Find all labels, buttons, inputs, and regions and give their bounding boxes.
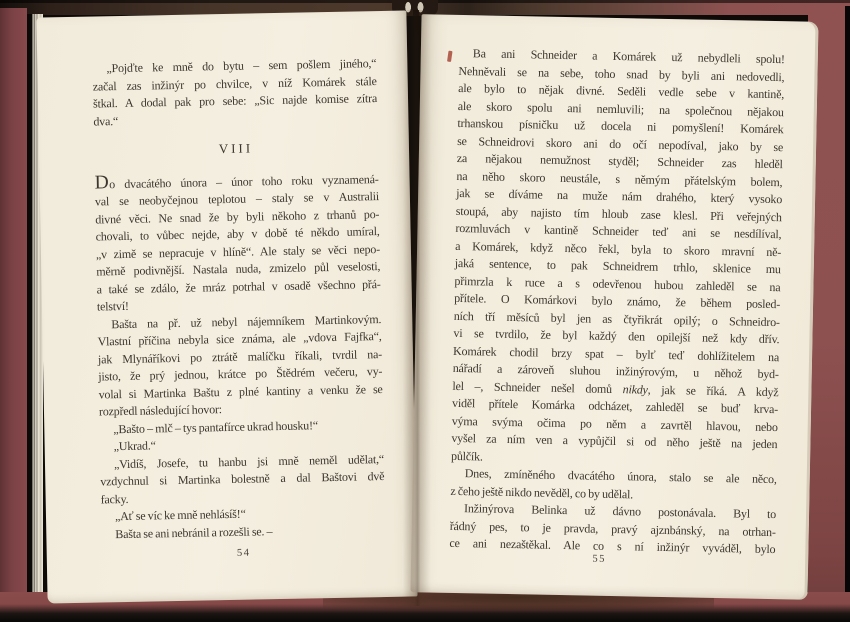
text-line: vzdychnul si Martinka bolestně a dal Baštovi dvě bbox=[100, 469, 385, 489]
text-line: val se neobyčejnou teplotou – staly se v Australii bbox=[94, 189, 380, 209]
text-line: „Bašto – mlč – tys pantafírce ukrad housku!“ bbox=[113, 417, 319, 436]
text-line: Bašta se ani nebránil a rozešli se. – bbox=[115, 523, 273, 541]
paragraph bbox=[100, 451, 385, 509]
page-number-left: 54 bbox=[236, 547, 251, 559]
right-page-text bbox=[449, 45, 785, 559]
text-line: z čeho ještě nikdo nevěděl, co by udělal. bbox=[450, 483, 634, 501]
left-page bbox=[36, 11, 417, 604]
text-line: lel –, Schneider nešel domů nikdy, jak se říká. A když bbox=[452, 378, 779, 399]
text-line: Nehněvali se na sebe, toho snad by byli ani nedovedli, bbox=[458, 63, 785, 84]
text-line: měrně podivnější. Nastala nuda, zmizelo půl veselosti, bbox=[96, 259, 381, 279]
text-line: jaká sentence, to pak Schneidrem trhlo, sklenice mu bbox=[454, 255, 781, 277]
paragraph bbox=[94, 171, 381, 316]
red-annotation-mark bbox=[447, 51, 453, 62]
text-line: a Komárek, když něco řekl, byla to skoro mravní ně- bbox=[455, 238, 782, 259]
paragraph bbox=[451, 45, 785, 471]
text-line: „Ať se víc ke mně nehlásíš!“ bbox=[114, 506, 246, 524]
text-line: za nějakou nemužnost styděl; Schneider zas hleděl bbox=[456, 150, 783, 172]
left-page-text bbox=[92, 55, 385, 543]
text-line: ce ani nezaštěkal. Ale co s ní inžinýr vyváděl, bylo bbox=[449, 535, 776, 557]
text-line: Vlastní příčina nebyla sice známa, ale „vdova Fajfka“, bbox=[97, 329, 382, 349]
text-line: přimrzla k ruce a s odevřenou hubou zahleděl se na bbox=[454, 273, 781, 294]
text-line: rozmluvách v kantině Schneider teď ani se nesdílíval, bbox=[455, 220, 782, 242]
text-line: jak se díváme na muže nám drahého, který vysoko bbox=[456, 185, 783, 207]
text-line: ale bylo to nějak divné. Seděli vedle sebe v kantině, bbox=[458, 80, 785, 102]
text-line: volal si Martinka Baštu z plné kantiny a venku že se bbox=[98, 381, 383, 401]
text-line: a také se zdálo, že mráz potrhal v osadě všechno přá- bbox=[96, 276, 381, 296]
text-line: půlčík. bbox=[450, 448, 483, 463]
right-page bbox=[410, 14, 818, 600]
text-line: nářadí a zároveň sluhou inžinýrovým, u něhož byd- bbox=[452, 360, 779, 382]
text-line: začal zas inžinýr po chvilce, v níž Komárek stále bbox=[92, 73, 377, 94]
text-line: Do dvacátého února – únor toho roku vyznamená- bbox=[94, 171, 379, 194]
text-line: ale skoro spolu ani nemluvili; na společnou nějakou bbox=[457, 98, 784, 119]
text-line: jisto, že prý jednou, krátce po Štědrém večeru, vy- bbox=[98, 364, 383, 384]
text-line: trhanskou písničku už docela ni pomyšlení! Komárek bbox=[457, 115, 784, 137]
text-line: přítele. O Komárkovi bylo známo, že během posled- bbox=[454, 290, 781, 312]
text-line: facky. bbox=[100, 491, 129, 506]
text-line: vyšel za ním ven a vypůjčil si od něho ještě na jeden bbox=[451, 430, 778, 452]
paragraph bbox=[449, 500, 776, 559]
text-line: „Vidíš, Josefe, tu hanbu jsi mně neměl udělat,“ bbox=[113, 451, 385, 471]
text-line: Inžinýrova Belinka už dávno postonávala. Byl to bbox=[463, 501, 777, 522]
text-line: stoupá, aby najisto tím hloub zase klesl. Při veřejných bbox=[455, 203, 782, 224]
text-line: „v zimě se nepracuje v hlíně“. Ale staly se věci nepo- bbox=[95, 241, 381, 262]
text-line: Komárek chodil brzy spat – bylť teď dohlížitelem na bbox=[453, 343, 780, 364]
text-line: na něho skoro neustále, s němým přátelským bolem, bbox=[456, 168, 783, 189]
text-line: divné věci. Ne snad že by byli někoho z trhanů po- bbox=[95, 206, 380, 227]
text-line: Ba ani Schneider a Komárek už nebydleli spolu! bbox=[472, 46, 785, 67]
text-line: Dnes, zmíněného dvacátého února, stalo se ale něco, bbox=[464, 466, 777, 487]
text-line: štkal. A dodal pak pro sebe: „Sic najde komise zítra bbox=[92, 91, 378, 111]
drop-cap-initial: D bbox=[94, 171, 110, 194]
text-line: dva.“ bbox=[93, 113, 119, 129]
text-line: výma svýma očima po něm a zavrtěl hlavou, nebo bbox=[451, 413, 778, 434]
paragraph bbox=[97, 311, 383, 421]
text-line: řádný pes, to je pravda, pravý ajznbánský, na otrhan- bbox=[449, 518, 776, 539]
text-line: viděl přítele Komárka odcházet, zahleděl se buď krva- bbox=[451, 395, 779, 417]
paragraph bbox=[92, 55, 377, 130]
text-line: „Pojďte ke mně do bytu – sem pošlem jiného,“ bbox=[106, 56, 377, 76]
text-line: se Schneidrovi skoro ani do očí nepodíval, jako by se bbox=[457, 133, 784, 154]
page-number-right: 55 bbox=[592, 553, 607, 565]
chapter-heading: VIII bbox=[218, 140, 254, 157]
book-cover-left bbox=[0, 8, 27, 612]
text-line: jak Mlynáříkovi po ztrátě malíčku říkali, tvrdil na- bbox=[97, 346, 383, 366]
text-line: chovali, to vůbec nejde, aby v době té někdo umíral, bbox=[95, 224, 380, 244]
text-line: Bašta na př. už nebyl nájemníkem Martinkovým. bbox=[111, 311, 382, 331]
text-line: rozpředl následující hovor: bbox=[98, 402, 223, 419]
text-line: „Ukrad.“ bbox=[113, 438, 156, 454]
text-line: vi se tvrdilo, že byl každý den opilejší než kdy dřív. bbox=[453, 325, 780, 347]
text-line: ních tří měsíců byl jen as čtyřikrát opilý; o Schneidro- bbox=[453, 308, 780, 329]
text-line: telství! bbox=[96, 298, 129, 314]
